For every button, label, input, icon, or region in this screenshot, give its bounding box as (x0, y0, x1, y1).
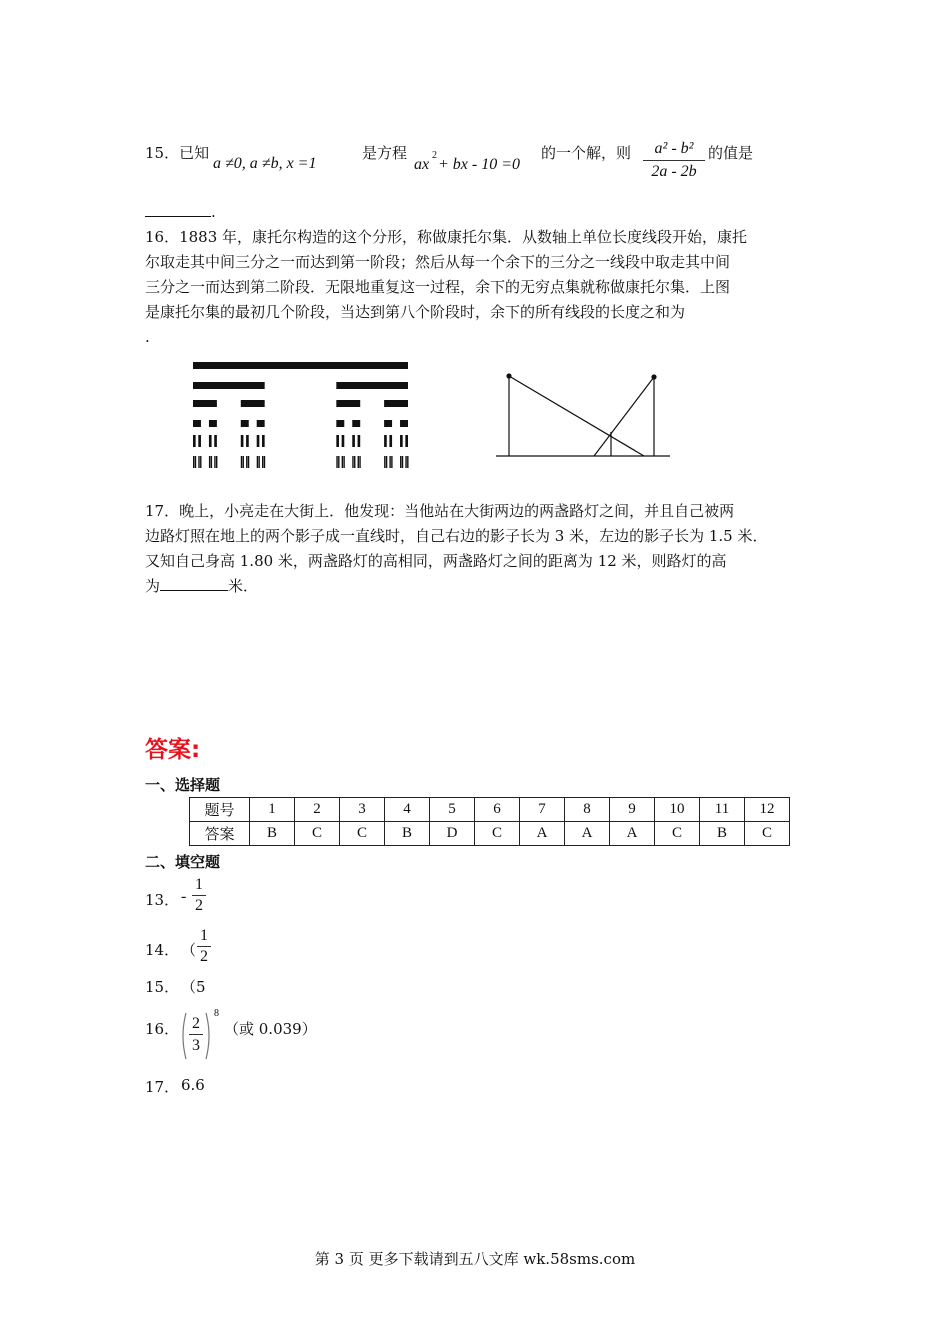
q16-line-5: . (145, 328, 150, 346)
section-multiple-choice-title: 一、选择题 (145, 776, 221, 794)
cantor-segment (198, 435, 201, 447)
table-answer-label: 答案 (190, 822, 250, 846)
q15-prefix: 15．已知 (145, 144, 210, 162)
table-number-cell: 7 (520, 798, 565, 822)
cantor-segment (400, 456, 401, 468)
table-choice-cell: B (385, 822, 430, 846)
cantor-segment (193, 435, 196, 447)
cantor-segment (352, 420, 360, 427)
answer-14-fraction (197, 927, 211, 966)
table-number-cell: 4 (385, 798, 430, 822)
q17-blank (160, 576, 228, 591)
cantor-segment (193, 362, 408, 369)
cantor-segment (262, 456, 263, 468)
cantor-segment (248, 456, 249, 468)
cantor-segment (211, 456, 212, 468)
cantor-segment (243, 456, 244, 468)
cantor-segment (386, 456, 387, 468)
table-choice-cell: A (610, 822, 655, 846)
cantor-segment (195, 456, 196, 468)
table-choice-cell: C (475, 822, 520, 846)
cantor-segment (216, 456, 217, 468)
cantor-segment (384, 400, 408, 407)
cantor-segment (352, 435, 355, 447)
answer-16-fraction (189, 1014, 203, 1055)
q16-line-2: 尔取走其中间三分之一而达到第一阶段；然后从每一个余下的三分之一线段中取走其中间 (145, 253, 731, 271)
cantor-segment (214, 456, 215, 468)
answer-14-numerator: 1 (200, 927, 208, 944)
q17-last-prefix: 为 (145, 577, 161, 595)
street-lamp-figure (490, 368, 675, 463)
cantor-segment (400, 435, 403, 447)
cantor-segment (405, 456, 406, 468)
answer-13-fraction (192, 876, 206, 915)
cantor-segment (405, 435, 408, 447)
fraction-bar (643, 160, 705, 161)
cantor-segment (257, 456, 258, 468)
answer-13-numerator: 1 (195, 876, 203, 893)
cantor-segment (343, 456, 344, 468)
q15-mid-text: 是方程 (362, 144, 408, 162)
q15-answer-line (145, 202, 216, 222)
cantor-segment (336, 420, 344, 427)
cantor-segment (258, 456, 259, 468)
answer-16-label: 16． (145, 1020, 180, 1038)
cantor-segment (389, 435, 392, 447)
answers-title: 答案: (145, 737, 201, 763)
table-number-cell: 3 (340, 798, 385, 822)
table-number-cell: 12 (745, 798, 790, 822)
q17-last-suffix: 米． (228, 577, 259, 595)
cantor-segment (336, 382, 408, 389)
cantor-segment (193, 456, 194, 468)
cantor-segment (209, 435, 212, 447)
cantor-segment (391, 456, 392, 468)
cantor-segment (209, 420, 217, 427)
q17-line-4 (145, 576, 258, 596)
cantor-segment (354, 456, 355, 468)
table-row (190, 798, 790, 822)
cantor-segment (257, 420, 265, 427)
cantor-segment (241, 435, 244, 447)
cantor-segment (342, 435, 345, 447)
q15-equation-rest: + bx - 10 =0 (438, 156, 521, 173)
table-choice-cell: C (295, 822, 340, 846)
page-footer: 第 3 页 更多下载请到五八文库 wk.58sms.com (314, 1250, 636, 1268)
cantor-segment (214, 435, 217, 447)
cantor-segment (246, 435, 249, 447)
cantor-segment (193, 382, 265, 389)
cantor-segment (336, 456, 337, 468)
answer-14-paren: （ (181, 941, 197, 959)
cantor-segment (241, 420, 249, 427)
cantor-segment (262, 435, 265, 447)
answer-15-label: 15． (145, 978, 180, 996)
cantor-segment (389, 456, 390, 468)
cantor-segment (358, 456, 359, 468)
cantor-segment (358, 435, 361, 447)
q15-period: . (211, 203, 216, 221)
cantor-segment (198, 456, 199, 468)
table-number-cell: 8 (565, 798, 610, 822)
cantor-segment (384, 456, 385, 468)
q16-line-1: 16．1883 年，康托尔构造的这个分形，称做康托尔集．从数轴上单位长度线段开始，康托 (145, 228, 748, 246)
answer-table (189, 797, 790, 846)
cantor-segment (407, 456, 408, 468)
table-choice-cell: B (700, 822, 745, 846)
answer-13-denominator: 2 (195, 897, 203, 914)
cantor-segment (257, 435, 260, 447)
q16-line-3: 三分之一而达到第二阶段．无限地重复这一过程，余下的无穷点集就称做康托尔集．上图 (145, 278, 731, 296)
table-choice-cell: B (250, 822, 295, 846)
cantor-segment (359, 456, 360, 468)
cantor-segment (209, 456, 210, 468)
left-paren-icon (178, 1011, 188, 1061)
cantor-segment (241, 456, 242, 468)
answer-15-text: （5 (181, 978, 206, 996)
q15-fraction (643, 140, 705, 181)
answer-16-numerator: 2 (192, 1015, 200, 1032)
cantor-segment (241, 400, 265, 407)
q17-line-2: 边路灯照在地上的两个影子成一直线时，自己右边的影子长为 3 米，左边的影子长为 1.5 米． (145, 527, 768, 545)
section-fill-blank-title: 二、填空题 (145, 853, 221, 871)
table-choice-cell: A (520, 822, 565, 846)
table-choice-cell: C (745, 822, 790, 846)
q15-tail: 的值是 (708, 144, 754, 162)
fraction-bar (189, 1034, 203, 1035)
answer-17-label: 17． (145, 1078, 180, 1096)
cantor-segment (384, 420, 392, 427)
cantor-segment (336, 400, 360, 407)
answer-16-note: （或 0.039） (224, 1020, 317, 1038)
q15-equation-a: ax (414, 156, 430, 173)
answer-14-label: 14． (145, 941, 180, 959)
answer-13-label: 13． (145, 891, 180, 909)
table-choice-cell: A (565, 822, 610, 846)
table-head-label: 题号 (190, 798, 250, 822)
cantor-segment (338, 456, 339, 468)
answer-13-sign: - (181, 888, 187, 905)
answer-16-exponent: 8 (214, 1008, 219, 1019)
table-number-cell: 10 (655, 798, 700, 822)
table-number-cell: 9 (610, 798, 655, 822)
q15-suffix: 的一个解，则 (541, 144, 632, 162)
q15-fraction-numerator: a² - b² (654, 140, 694, 157)
table-choice-cell: D (430, 822, 475, 846)
cantor-set-figure (190, 358, 410, 473)
table-number-cell: 1 (250, 798, 295, 822)
cantor-segment (193, 400, 217, 407)
table-row (190, 822, 790, 846)
fraction-bar (197, 946, 211, 947)
q15-equation-square: 2 (432, 150, 437, 161)
table-choice-cell: C (340, 822, 385, 846)
table-number-cell: 11 (700, 798, 745, 822)
cantor-segment (384, 435, 387, 447)
cantor-segment (402, 456, 403, 468)
fraction-bar (192, 895, 206, 896)
cantor-segment (246, 456, 247, 468)
answer-14-denominator: 2 (200, 948, 208, 965)
table-number-cell: 5 (430, 798, 475, 822)
cantor-segment (336, 435, 339, 447)
table-number-cell: 2 (295, 798, 340, 822)
q15-blank (145, 202, 211, 217)
q15-fraction-denominator: 2a - 2b (651, 163, 697, 180)
cantor-segment (400, 420, 408, 427)
cantor-segment (200, 456, 201, 468)
cantor-segment (264, 456, 265, 468)
q17-line-3: 又知自己身高 1.80 米，两盏路灯的高相同，两盏路灯之间的距离为 12 米，则路灯的高 (145, 552, 727, 570)
answer-17-text: 6.6 (181, 1076, 205, 1094)
q15-conditions: a ≠0, a ≠b, x =1 (213, 155, 317, 172)
cantor-segment (193, 420, 201, 427)
table-choice-cell: C (655, 822, 700, 846)
cantor-segment (342, 456, 343, 468)
right-paren-icon (204, 1011, 214, 1061)
cantor-segment (352, 456, 353, 468)
table-number-cell: 6 (475, 798, 520, 822)
q16-line-4: 是康托尔集的最初几个阶段，当达到第八个阶段时，余下的所有线段的长度之和为 (145, 303, 686, 321)
q17-line-1: 17．晚上，小亮走在大街上．他发现：当他站在大街两边的两盏路灯之间，并且自己被两 (145, 502, 735, 520)
answer-16-denominator: 3 (192, 1037, 200, 1054)
